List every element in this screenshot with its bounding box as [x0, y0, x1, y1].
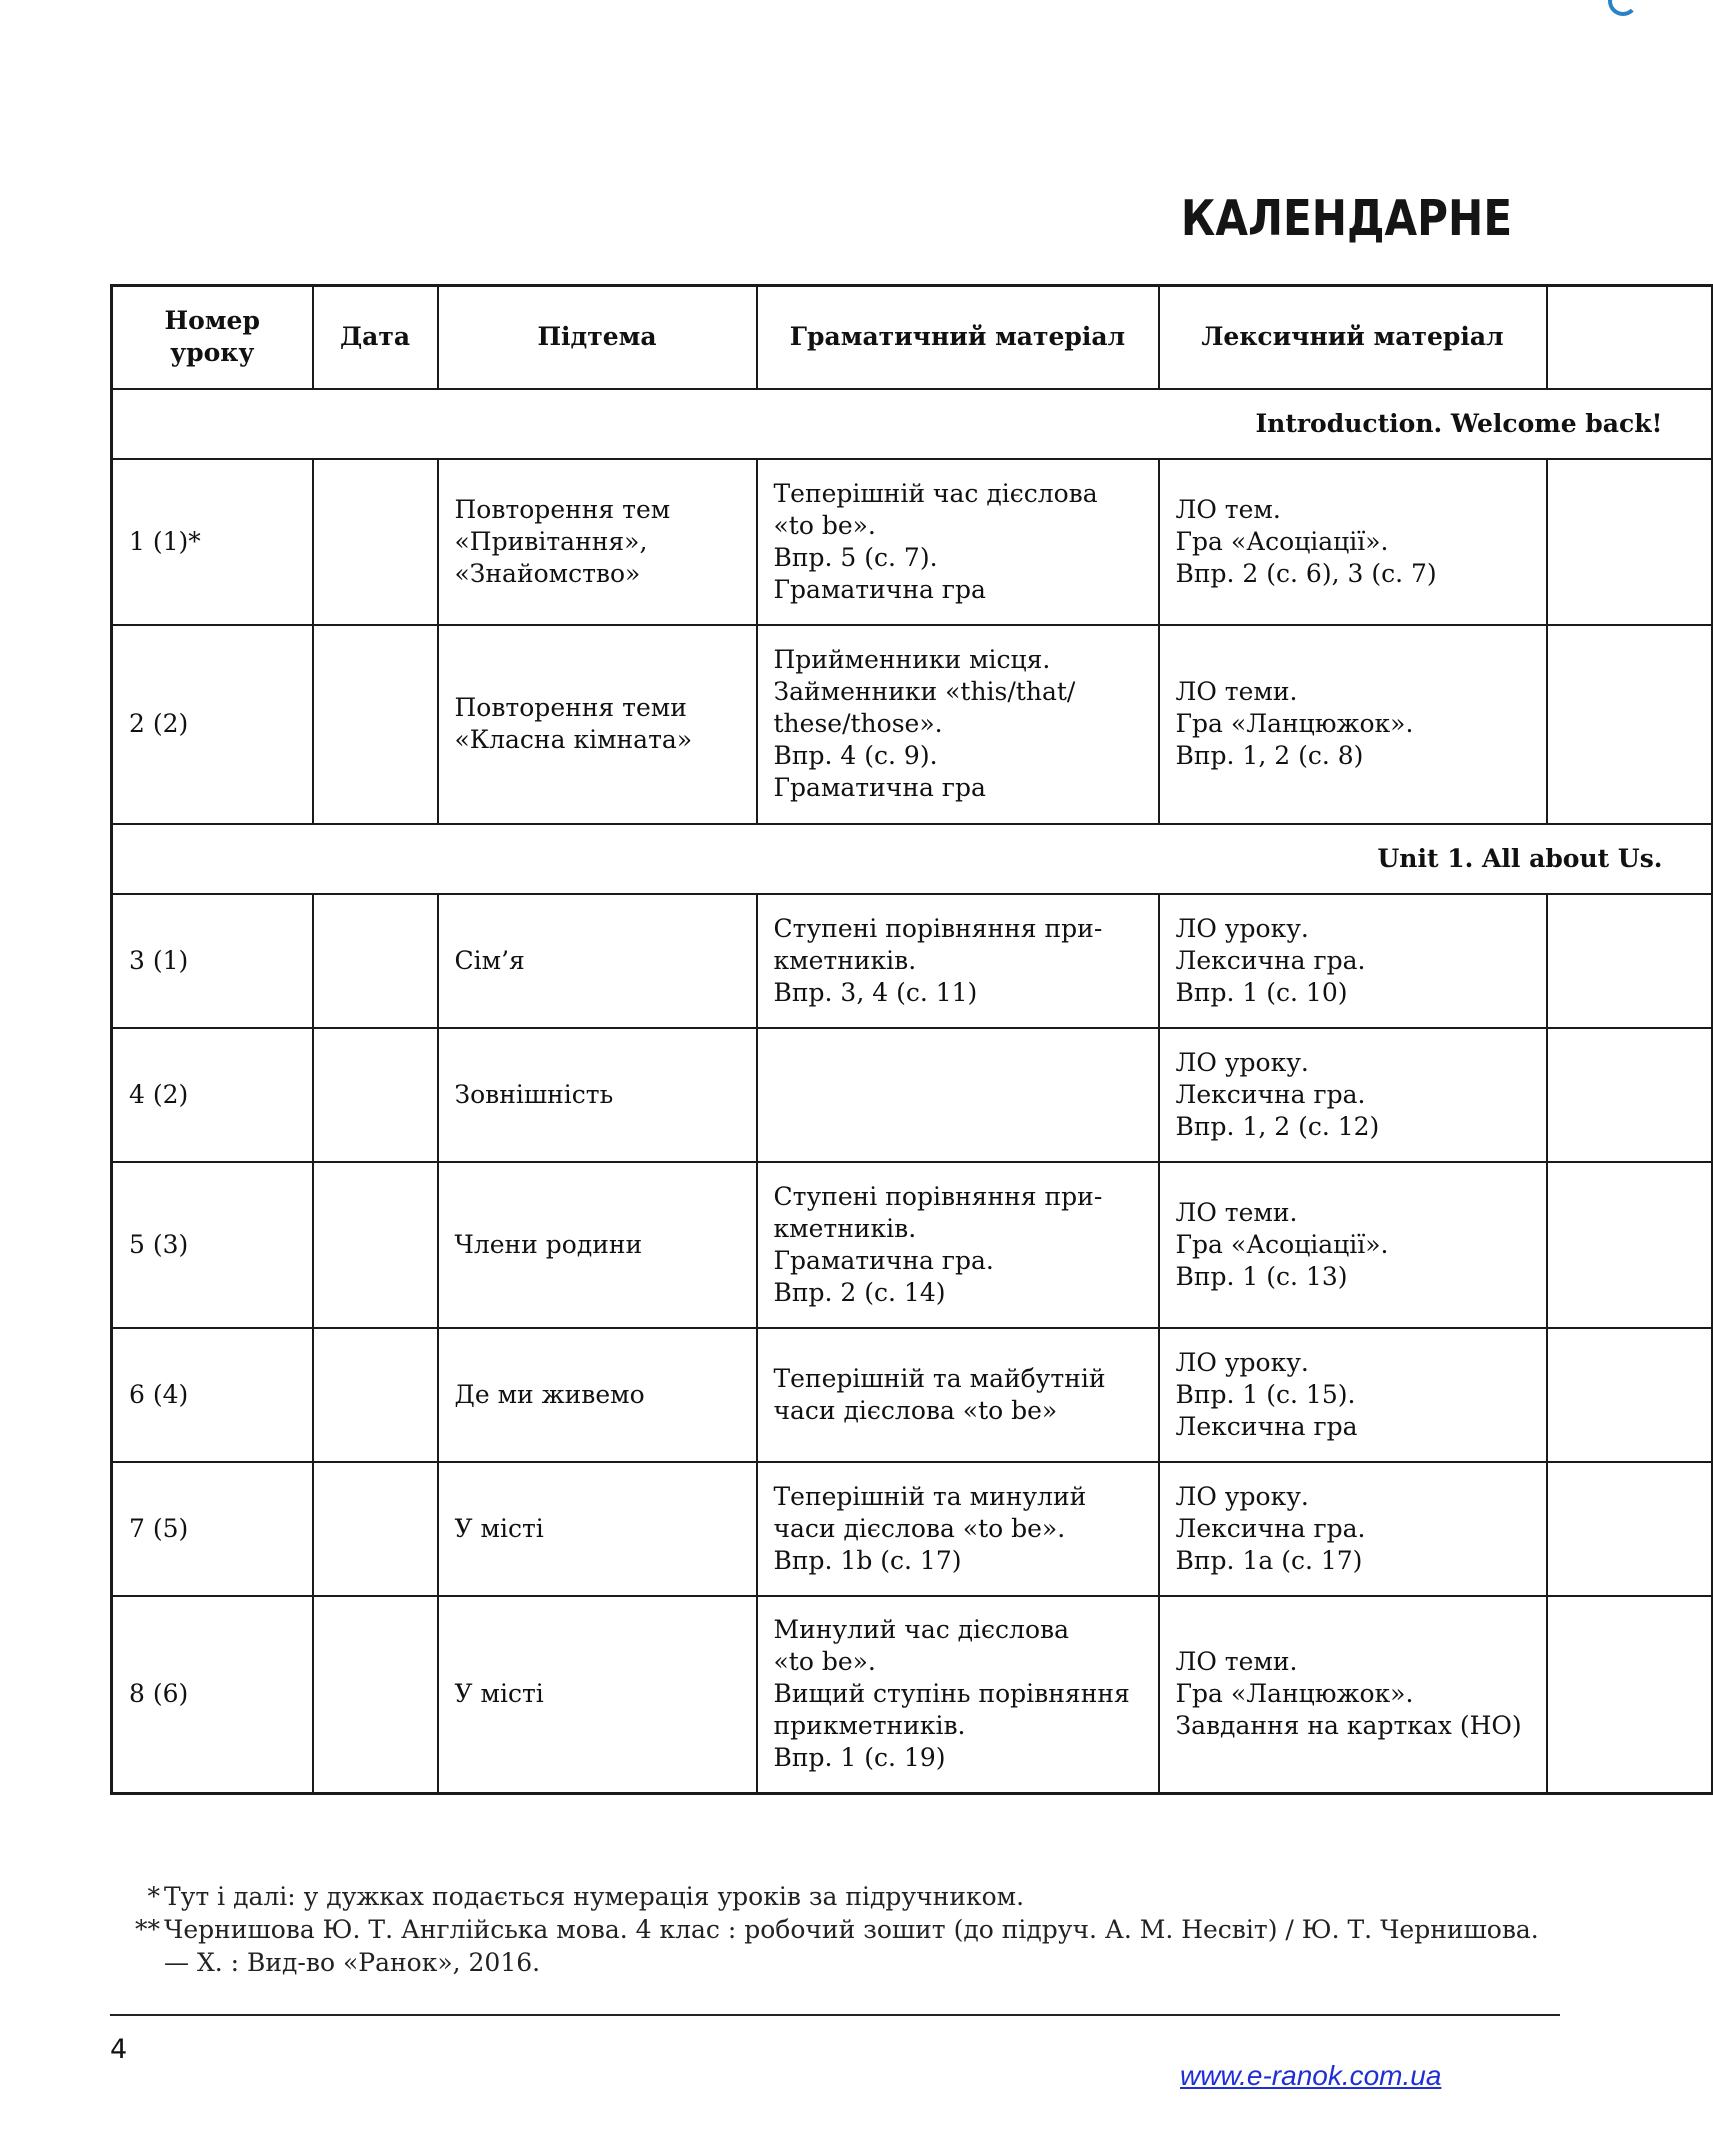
grammar-cell-line: Минулий час дієслова: [773, 1615, 1069, 1645]
subtopic-cell: [438, 1328, 757, 1462]
vocabulary-cell: [1159, 1028, 1547, 1162]
vocabulary-cell-line: ЛО теми.: [1175, 677, 1298, 706]
grammar-cell-line: Граматична гра: [773, 574, 986, 604]
subtopic-cell-line: Зовнішність: [454, 1079, 614, 1109]
lesson-date: [313, 1596, 438, 1794]
vocabulary-cell-line: Лексична гра.: [1175, 1513, 1366, 1543]
vocabulary-cell-line: ЛО уроку.: [1175, 1481, 1309, 1511]
footnote-1-mark: *: [147, 1882, 160, 1911]
grammar-cell-line: часи дієслова «to be».: [773, 1513, 1066, 1543]
grammar-cell-line: «to be».: [773, 510, 876, 540]
subtopic-cell-line: У місті: [454, 1513, 544, 1543]
calendar-table: [110, 284, 1713, 1795]
grammar-cell-line: «to be».: [773, 1647, 876, 1677]
next-column-cell: [1547, 459, 1712, 625]
subtopic-cell-line: «Привітання»,: [454, 526, 648, 556]
subtopic-cell-line: «Знайомство»: [454, 558, 641, 588]
grammar-cell: [757, 1028, 1159, 1162]
subtopic-cell: [438, 1596, 757, 1794]
grammar-cell-line: Впр. 1b (с. 17): [773, 1545, 962, 1575]
subtopic-cell: [438, 625, 757, 824]
grammar-cell-line: Граматична гра: [773, 773, 986, 802]
grammar-cell-line: Впр. 3, 4 (с. 11): [773, 977, 978, 1007]
calendar-table-container: [110, 284, 1663, 1794]
vocabulary-cell-line: Впр. 1a (с. 17): [1175, 1545, 1363, 1575]
grammar-cell-line: часи дієслова «to be»: [773, 1395, 1058, 1425]
vocabulary-cell-line: ЛО теми.: [1175, 1647, 1298, 1677]
section-row: [112, 824, 1712, 894]
subtopic-cell: [438, 459, 757, 625]
grammar-cell-line: Граматична гра.: [773, 1245, 994, 1275]
grammar-cell-line: Впр. 1 (с. 19): [773, 1743, 946, 1773]
subtopic-cell: [438, 1162, 757, 1328]
grammar-cell-line: кметників.: [773, 1213, 917, 1243]
lesson-date: [313, 1162, 438, 1328]
vocabulary-cell-line: Гра «Ланцюжок».: [1175, 1679, 1414, 1709]
table-row: [112, 459, 1712, 625]
lesson-date: [313, 625, 438, 824]
lesson-number: 6 (4): [112, 1328, 313, 1462]
next-column-cell: [1547, 1162, 1712, 1328]
subtopic-cell-line: Повторення тем: [454, 494, 671, 524]
table-row: [112, 1596, 1712, 1794]
footnote-1-text: Тут і далі: у дужках подається нумерація уроків за підручником.: [164, 1882, 1025, 1911]
page-number: 4: [110, 2034, 128, 2065]
lesson-number: 5 (3): [112, 1162, 313, 1328]
grammar-cell: [757, 1328, 1159, 1462]
vocabulary-cell-line: Впр. 1 (с. 13): [1175, 1261, 1348, 1291]
vocabulary-cell-line: ЛО уроку.: [1175, 1347, 1309, 1377]
vocabulary-cell: [1159, 1162, 1547, 1328]
vocabulary-cell-line: Лексична гра: [1175, 1411, 1358, 1441]
table-row: [112, 625, 1712, 824]
grammar-cell-line: Впр. 4 (с. 9).: [773, 741, 938, 770]
subtopic-cell-line: Повторення теми: [454, 693, 687, 722]
header-lesson-number: Номер уроку: [112, 286, 313, 389]
lesson-date: [313, 1028, 438, 1162]
vocabulary-cell-line: Завдання на картках (НО): [1175, 1711, 1522, 1741]
footnote-2: [122, 1913, 1552, 1979]
header-date: Дата: [313, 286, 438, 389]
footnotes: [122, 1880, 1552, 1979]
section-title: Introduction. Welcome back!: [112, 389, 1712, 459]
vocabulary-cell-line: Лексична гра.: [1175, 945, 1366, 975]
grammar-cell-line: Впр. 2 (с. 14): [773, 1277, 946, 1307]
footer-divider: [110, 2014, 1560, 2016]
table-row: [112, 1162, 1712, 1328]
page-title: КАЛЕНДАРНЕ: [1180, 190, 1512, 247]
vocabulary-cell-line: ЛО теми.: [1175, 1197, 1298, 1227]
lesson-date: [313, 894, 438, 1028]
grammar-cell: [757, 625, 1159, 824]
subtopic-cell-line: Де ми живемо: [454, 1379, 645, 1409]
table-row: [112, 894, 1712, 1028]
grammar-cell-line: Вищий ступінь порівняння: [773, 1679, 1130, 1709]
header-next-column: [1547, 286, 1712, 389]
grammar-cell-line: Теперішній та минулий: [773, 1481, 1087, 1511]
section-row: [112, 389, 1712, 459]
grammar-cell-line: these/those».: [773, 709, 943, 738]
table-row: [112, 1328, 1712, 1462]
logo-ring-icon: [1608, 0, 1638, 16]
header-subtopic: Підтема: [438, 286, 757, 389]
lesson-number: 1 (1)*: [112, 459, 313, 625]
section-title: Unit 1. All about Us.: [112, 824, 1712, 894]
grammar-cell-line: Ступені порівняння при-: [773, 1181, 1103, 1211]
grammar-cell-line: прикметників.: [773, 1711, 966, 1741]
lesson-number: 4 (2): [112, 1028, 313, 1162]
vocabulary-cell: [1159, 1596, 1547, 1794]
subtopic-cell: [438, 1462, 757, 1596]
vocabulary-cell-line: Впр. 1 (с. 15).: [1175, 1379, 1356, 1409]
grammar-cell-line: Впр. 5 (с. 7).: [773, 542, 938, 572]
grammar-cell-line: кметників.: [773, 945, 917, 975]
next-column-cell: [1547, 894, 1712, 1028]
lesson-number: 7 (5): [112, 1462, 313, 1596]
vocabulary-cell-line: Впр. 1 (с. 10): [1175, 977, 1348, 1007]
grammar-cell-line: Теперішній час дієслова: [773, 478, 1098, 508]
vocabulary-cell: [1159, 625, 1547, 824]
lesson-date: [313, 459, 438, 625]
lesson-number: 2 (2): [112, 625, 313, 824]
lesson-number: 8 (6): [112, 1596, 313, 1794]
vocabulary-cell-line: ЛО уроку.: [1175, 913, 1309, 943]
header-grammar: Граматичний матеріал: [757, 286, 1159, 389]
table-header-row: [112, 286, 1712, 389]
next-column-cell: [1547, 1596, 1712, 1794]
footnote-2-text: Чернишова Ю. Т. Англійська мова. 4 клас : робочий зошит (до підруч. А. М. Несвіт) / Ю. Т. Чернишова. — Х. : Вид-во «Ранок», 2016.: [164, 1915, 1539, 1977]
table-row: [112, 1028, 1712, 1162]
table-row: [112, 1462, 1712, 1596]
lesson-number: 3 (1): [112, 894, 313, 1028]
vocabulary-cell-line: Впр. 2 (с. 6), 3 (с. 7): [1175, 558, 1437, 588]
next-column-cell: [1547, 1462, 1712, 1596]
grammar-cell: [757, 459, 1159, 625]
header-vocabulary: Лексичний матеріал: [1159, 286, 1547, 389]
lesson-date: [313, 1328, 438, 1462]
vocabulary-cell-line: Гра «Асоціації».: [1175, 1229, 1389, 1259]
vocabulary-cell: [1159, 459, 1547, 625]
vocabulary-cell: [1159, 1462, 1547, 1596]
next-column-cell: [1547, 1028, 1712, 1162]
grammar-cell-line: Ступені порівняння при-: [773, 913, 1103, 943]
subtopic-cell-line: У місті: [454, 1679, 544, 1709]
grammar-cell-line: Займенники «this/that/: [773, 677, 1076, 706]
grammar-cell: [757, 1162, 1159, 1328]
next-column-cell: [1547, 1328, 1712, 1462]
subtopic-cell: [438, 894, 757, 1028]
table-body: [112, 389, 1712, 1794]
vocabulary-cell-line: Гра «Асоціації».: [1175, 526, 1389, 556]
vocabulary-cell-line: Гра «Ланцюжок».: [1175, 709, 1414, 738]
lesson-date: [313, 1462, 438, 1596]
vocabulary-cell-line: Впр. 1, 2 (с. 12): [1175, 1111, 1380, 1141]
footnote-2-mark: **: [135, 1915, 160, 1944]
vocabulary-cell: [1159, 1328, 1547, 1462]
subtopic-cell-line: Члени родини: [454, 1229, 643, 1259]
subtopic-cell-line: «Класна кімната»: [454, 725, 693, 754]
next-column-cell: [1547, 625, 1712, 824]
vocabulary-cell-line: Впр. 1, 2 (с. 8): [1175, 741, 1364, 770]
vocabulary-cell-line: Лексична гра.: [1175, 1079, 1366, 1109]
grammar-cell: [757, 1462, 1159, 1596]
grammar-cell: [757, 1596, 1159, 1794]
subtopic-cell: [438, 1028, 757, 1162]
vocabulary-cell-line: ЛО уроку.: [1175, 1047, 1309, 1077]
publisher-logo: [1602, 0, 1654, 22]
footnote-1: [122, 1880, 1552, 1913]
grammar-cell-line: Прийменники місця.: [773, 645, 1051, 674]
vocabulary-cell-line: ЛО тем.: [1175, 494, 1281, 524]
vocabulary-cell: [1159, 894, 1547, 1028]
grammar-cell-line: Теперішній та майбутній: [773, 1363, 1106, 1393]
subtopic-cell-line: Сім’я: [454, 945, 525, 975]
website-link[interactable]: www.e-ranok.com.ua: [1180, 2060, 1442, 2091]
grammar-cell: [757, 894, 1159, 1028]
